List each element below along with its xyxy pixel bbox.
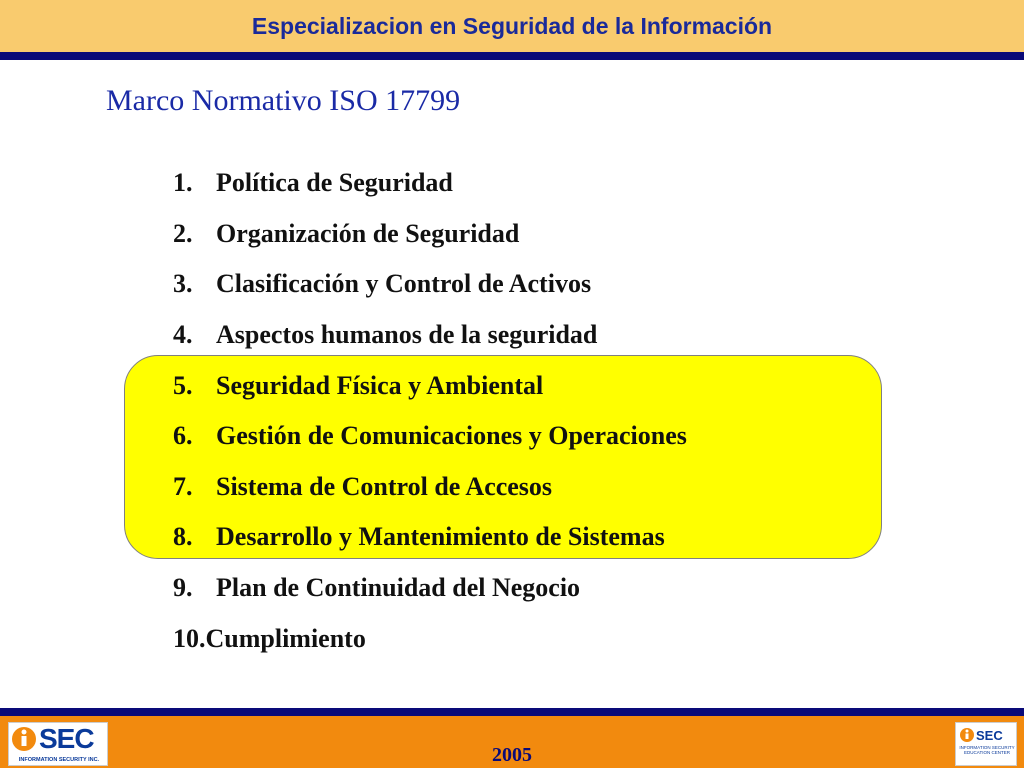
isec-education-logo-tagline: INFORMATION SECURITY EDUCATION CENTER (959, 745, 1015, 756)
isec-education-logo-icon (956, 723, 976, 745)
topic-item (173, 360, 687, 411)
topic-text: Seguridad Física y Ambiental (216, 370, 544, 400)
isec-education-logo-word: SEC (976, 728, 1003, 743)
slide-header-title: Especializacion en Seguridad de la Información (251, 12, 773, 39)
topic-item (173, 462, 687, 513)
topic-item (173, 310, 687, 361)
slide-footer (0, 708, 1024, 768)
isec-logo-word: SEC (39, 723, 94, 754)
topic-number: 8. (173, 522, 193, 552)
topic-text: Política de Seguridad (216, 168, 453, 198)
slide-header (0, 0, 1024, 60)
topic-list (173, 158, 687, 664)
topic-text: Organización de Seguridad (216, 218, 520, 248)
topic-text: Sistema de Control de Accesos (216, 471, 553, 501)
topic-number: 1. (173, 168, 193, 198)
topic-item (173, 411, 687, 462)
topic-item (173, 259, 687, 310)
topic-item (173, 209, 687, 260)
topic-number: 3. (173, 269, 193, 299)
slide-subtitle: Marco Normativo ISO 17799 (106, 84, 461, 117)
topic-number: 2. (173, 218, 193, 248)
topic-text: Desarrollo y Mantenimiento de Sistemas (216, 522, 665, 552)
topic-number: 7. (173, 471, 193, 501)
topic-number: 5. (173, 370, 193, 400)
topic-number: 6. (173, 421, 193, 451)
topic-item (173, 512, 687, 563)
isec-logo-tagline: INFORMATION SECURITY INC. (18, 757, 100, 763)
isec-education-logo (955, 722, 1017, 766)
topic-number: 9. (173, 573, 193, 603)
topic-text: Gestión de Comunicaciones y Operaciones (216, 421, 687, 451)
topic-item (173, 158, 687, 209)
topic-text: Cumplimiento (205, 623, 366, 653)
topic-item (173, 563, 687, 614)
topic-text: Clasificación y Control de Activos (216, 269, 592, 299)
topic-item (173, 613, 687, 664)
topic-text: Aspectos humanos de la seguridad (216, 320, 598, 350)
topic-text: Plan de Continuidad del Negocio (216, 573, 581, 603)
topic-number: 4. (173, 320, 193, 350)
topic-number: 10. (173, 623, 206, 653)
footer-year: 2005 (492, 744, 532, 766)
